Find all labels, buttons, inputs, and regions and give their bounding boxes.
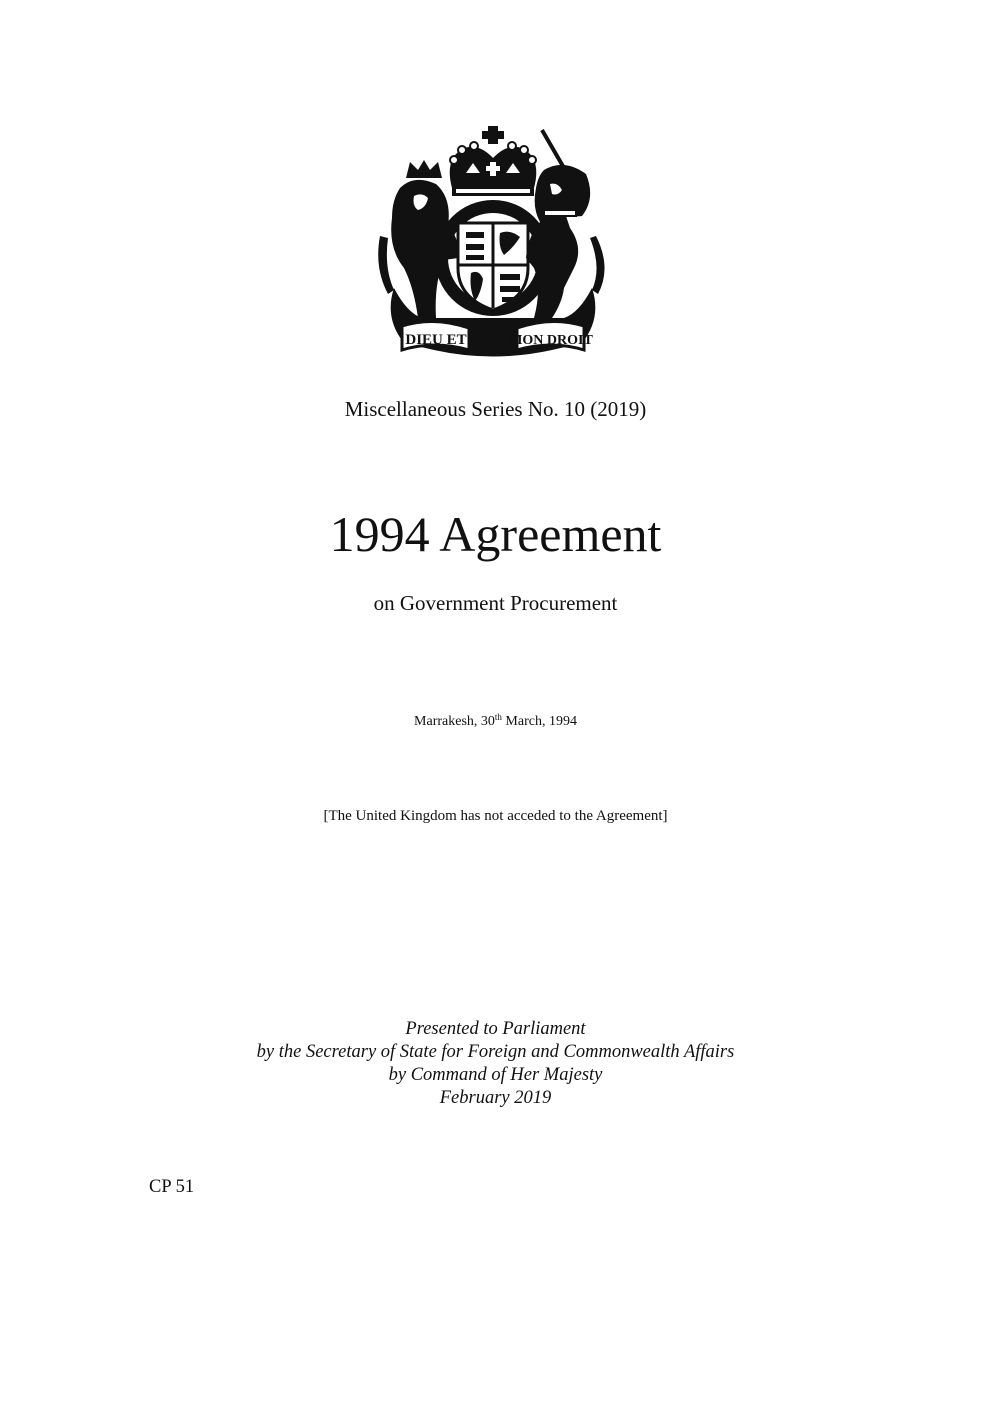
accession-note: [The United Kingdom has not acceded to the Agreement] — [323, 808, 668, 824]
command-paper-number: CP 51 — [149, 1177, 195, 1197]
svg-text:MON DROIT: MON DROIT — [509, 333, 593, 348]
presented-line-3: by Command of Her Majesty — [388, 1065, 603, 1085]
presented-line-4: February 2019 — [439, 1088, 552, 1108]
royal-coat-of-arms-icon — [374, 118, 612, 368]
document-subtitle: on Government Procurement — [373, 591, 618, 615]
series-number: Miscellaneous Series No. 10 (2019) — [344, 397, 647, 421]
place-date-suffix: March, 1994 — [501, 714, 577, 729]
presented-line-2: by the Secretary of State for Foreign and Commonwealth Affairs — [256, 1042, 735, 1062]
presentation-statement — [0, 1018, 991, 1110]
date-ordinal: th — [494, 712, 502, 722]
presented-line-1: Presented to Parliament — [405, 1019, 586, 1039]
place-and-date — [0, 711, 991, 733]
place-date-prefix: Marrakesh, 30 — [414, 714, 495, 729]
svg-text:DIEU ET: DIEU ET — [405, 332, 467, 348]
document-title: 1994 Agreement — [329, 506, 662, 562]
